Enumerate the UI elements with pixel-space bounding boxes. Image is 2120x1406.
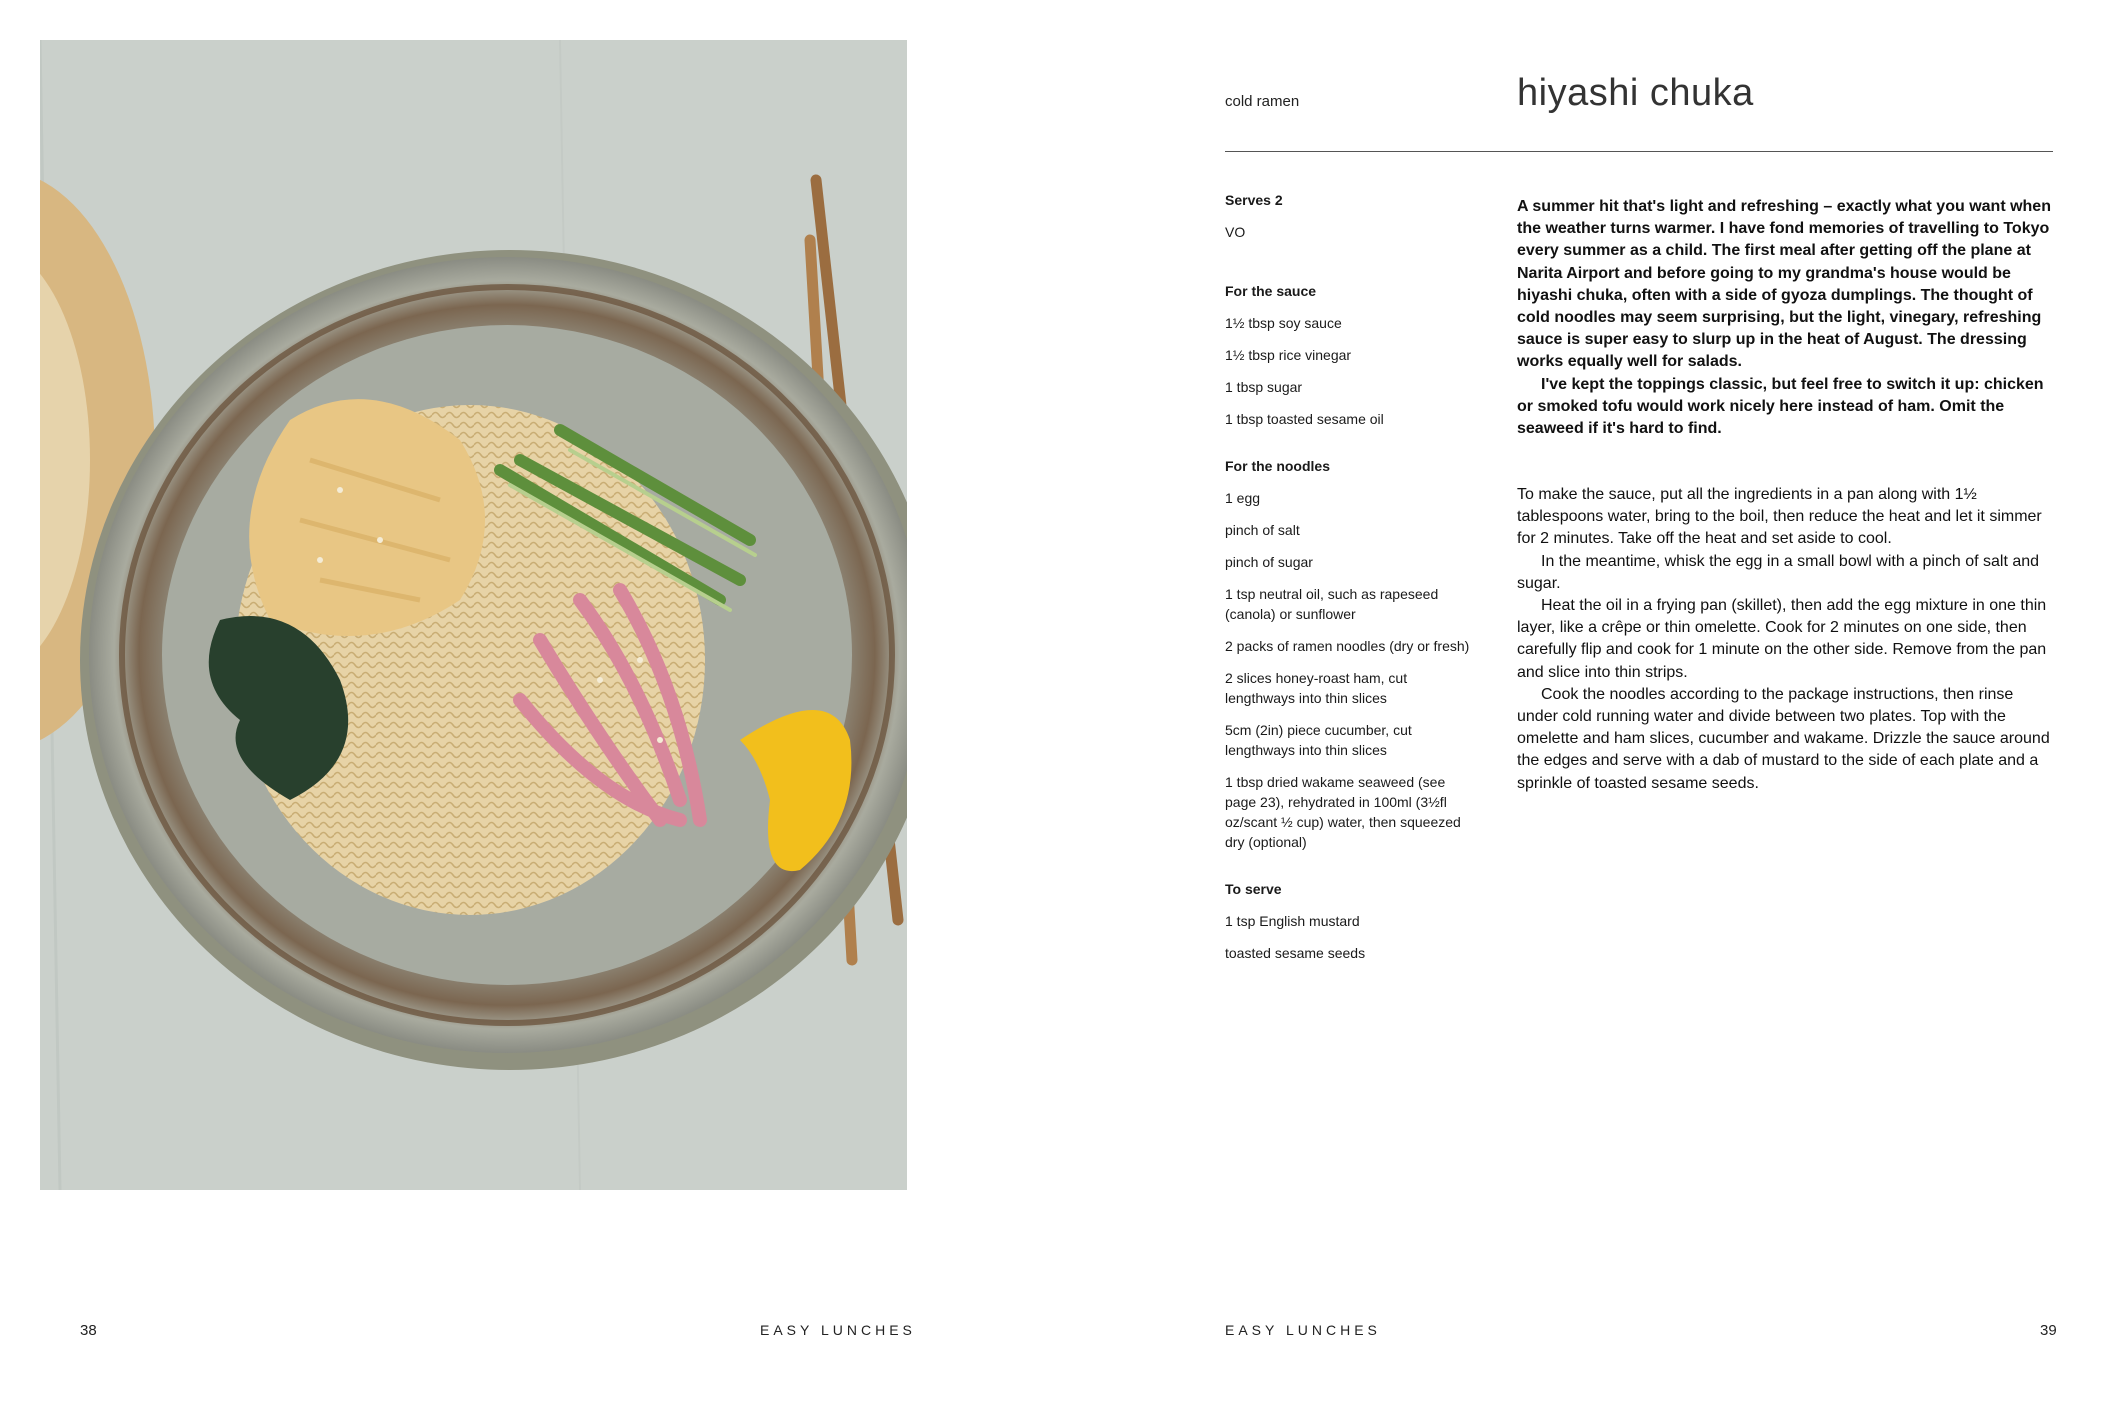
serves-label: Serves 2 [1225,192,1283,208]
ingredient-group-title: For the sauce [1225,283,1317,299]
page-number-left: 38 [80,1322,97,1339]
ingredient-group-title: For the noodles [1225,458,1330,474]
ingredient-item: pinch of sugar [1225,554,1313,570]
recipe-photo [40,40,907,1190]
dietary-label: VO [1225,224,1246,240]
ingredient-item: toasted sesame seeds [1225,945,1366,961]
ingredient-group-sauce [1225,281,1475,429]
method-paragraph: Cook the noodles according to the package instructions, then rinse under cold running water and divide between two plates. Top with the omelette and ham slices, cucumber and wakame. Drizzle the sauce around the edges and serve with a dab of mustard to the side of each plate and a sprinkle of toasted sesame seeds. [1517,685,2050,792]
ingredient-item: 1 egg [1225,490,1261,506]
ingredient-item: 1½ tbsp soy sauce [1225,315,1342,331]
recipe-intro [1517,196,2055,440]
running-footer-right: EASY LUNCHES [1225,1322,1381,1338]
ingredients-column [1225,190,1475,990]
method-paragraph: Heat the oil in a frying pan (skillet), then add the egg mixture in one thin layer, like a crêpe or thin omelette. Cook for 2 minutes on one side, then carefully flip and cook for 1 minute on the other side. Remove from the pan and slice into thin strips. [1517,597,2047,681]
ingredient-item: 1 tbsp sugar [1225,379,1303,395]
title-rule [1225,151,2053,152]
ingredient-item: 1 tsp neutral oil, such as rapeseed (canola) or sunflower [1225,586,1439,622]
recipe-method [1517,484,2055,795]
ingredient-item: 5cm (2in) piece cucumber, cut lengthways into thin slices [1225,722,1412,758]
ingredient-item: pinch of salt [1225,522,1300,538]
page-number-right: 39 [2040,1322,2057,1339]
intro-paragraph: A summer hit that's light and refreshing – exactly what you want when the weather turns warmer. I have fond memories of travelling to Tokyo every summer as a child. The first meal after getting off the plane at Narita Airport and before going to my grandma's house would be hiyashi chuka, often with a side of gyoza dumplings. The thought of cold noodles may seem surprising, but the light, vinegary, refreshing sauce is super easy to slurp up in the heat of August. The dressing works equally well for salads. [1517,198,2051,371]
ingredient-item: 1½ tbsp rice vinegar [1225,347,1352,363]
intro-paragraph: I've kept the toppings classic, but feel free to switch it up: chicken or smoked tofu would work nicely here instead of ham. Omit the seaweed if it's hard to find. [1517,375,2044,438]
ingredient-item: 2 packs of ramen noodles (dry or fresh) [1225,638,1470,654]
running-footer-left: EASY LUNCHES [760,1322,916,1338]
ingredient-group-serve [1225,879,1475,963]
ingredient-group-title: To serve [1225,881,1282,897]
recipe-subtitle: cold ramen [1225,93,1300,110]
method-paragraph: In the meantime, whisk the egg in a small bowl with a pinch of salt and sugar. [1517,552,2040,592]
ingredient-item: 1 tsp English mustard [1225,913,1360,929]
ingredient-item: 2 slices honey-roast ham, cut lengthways into thin slices [1225,670,1408,706]
ingredient-item: 1 tbsp dried wakame seaweed (see page 23), rehydrated in 100ml (3½fl oz/scant ½ cup) water, then squeezed dry (optional) [1225,774,1461,850]
ingredient-group-noodles [1225,456,1475,852]
method-paragraph: To make the sauce, put all the ingredients in a pan along with 1½ tablespoons water, bring to the boil, then reduce the heat and let it simmer for 2 minutes. Take off the heat and set aside to cool. [1517,486,2042,548]
hiyashi-chuka-photo-icon [40,40,907,1190]
recipe-title: hiyashi chuka [1517,72,1754,114]
ingredient-item: 1 tbsp toasted sesame oil [1225,411,1384,427]
